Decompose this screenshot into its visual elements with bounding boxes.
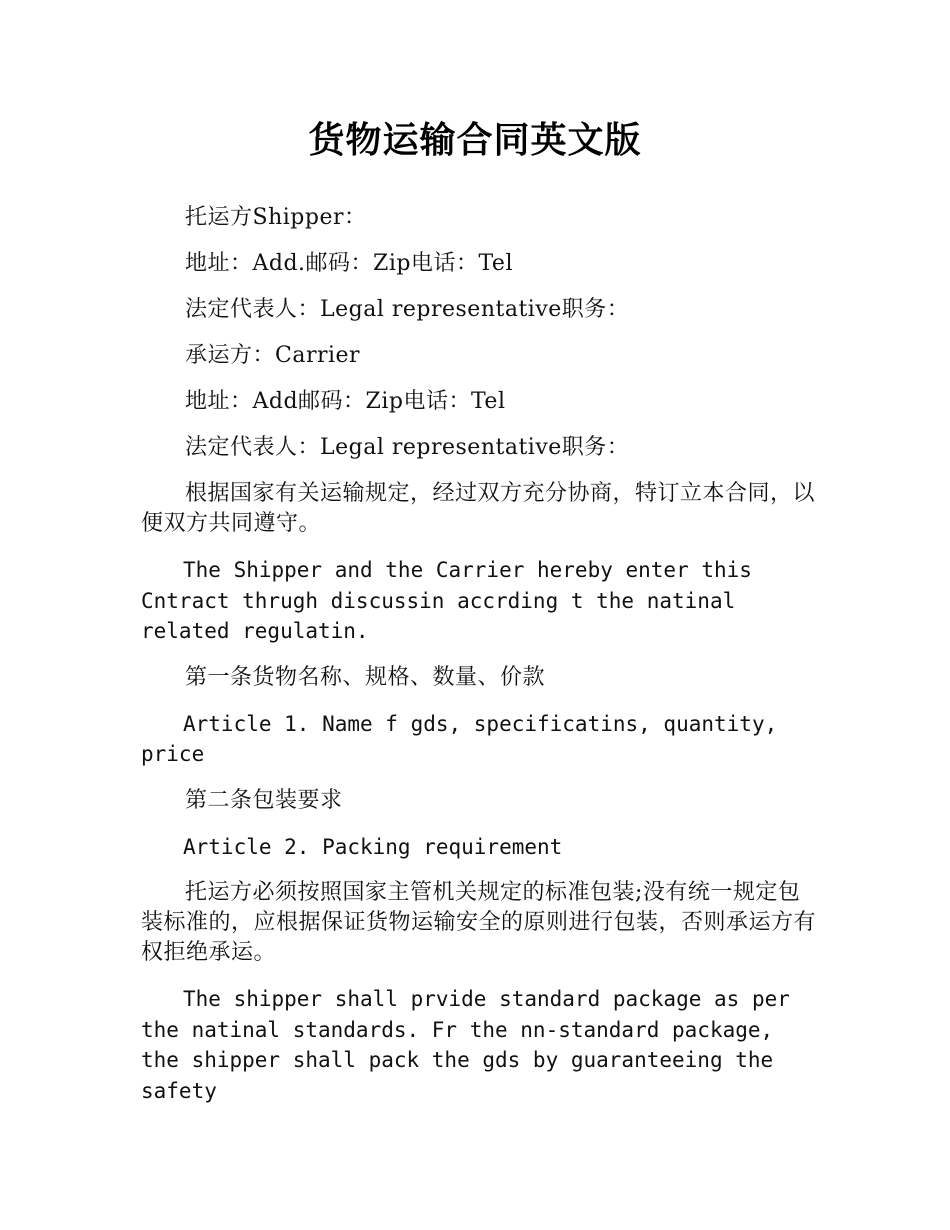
- carrier-address-line: 地址：Add邮码：Zip电话：Tel: [185, 389, 506, 414]
- article-1-heading-cn: 第一条货物名称、规格、数量、价款: [185, 664, 546, 690]
- article-1-heading-en: Article 1. Name f gds, specificatins, quantity, price: [141, 711, 778, 766]
- article-2-heading-en: Article 2. Packing requirement: [183, 834, 563, 859]
- shipper-legal-representative-line: 法定代表人：Legal representative职务：: [185, 297, 630, 322]
- article-2-body-en: The shipper shall prvide standard package as per the natinal standards. Fr the nn-standard package, the shipper shall pack the gds by guaranteeing the safety: [141, 987, 790, 1103]
- preamble-en-paragraph: The Shipper and the Carrier hereby enter this Cntract thrugh discussin accrding t the natinal related regulatin.: [141, 558, 752, 643]
- carrier-legal-representative-line: 法定代表人：Legal representative职务：: [185, 435, 630, 460]
- document-body: [141, 203, 816, 1122]
- preamble-cn-paragraph: 根据国家有关运输规定，经过双方充分协商，特订立本合同，以便双方共同遵守。: [141, 481, 816, 536]
- shipper-line: 托运方Shipper：: [185, 205, 367, 230]
- shipper-address-line: 地址：Add.邮码：Zip电话：Tel: [185, 251, 513, 276]
- document-title: 货物运输合同英文版: [308, 120, 642, 161]
- carrier-line: 承运方：Carrier: [185, 343, 361, 368]
- article-2-body-cn: 托运方必须按照国家主管机关规定的标准包装;没有统一规定包装标准的，应根据保证货物运输安全的原则进行包装，否则承运方有权拒绝承运。: [141, 880, 817, 965]
- article-2-heading-cn: 第二条包装要求: [185, 787, 343, 813]
